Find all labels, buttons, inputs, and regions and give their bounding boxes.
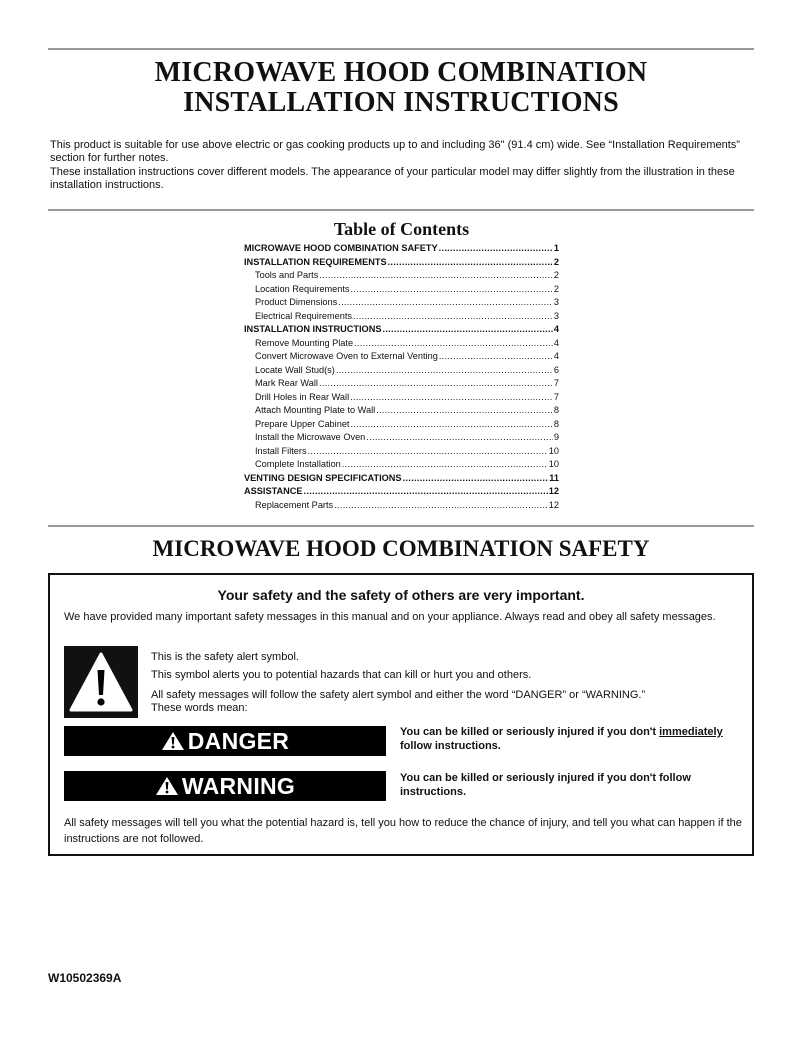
danger-signal-panel [64, 726, 386, 756]
toc-entry-label: ASSISTANCE [244, 486, 303, 496]
toc-entry-page: 4 [553, 351, 559, 361]
toc-entry-label: Replacement Parts [255, 499, 334, 510]
toc-dot-leader [319, 377, 553, 391]
alert-line-3: All safety messages will follow the safety alert symbol and either the word “DANGER” or “WARNING.” [151, 689, 646, 701]
toc-entry [244, 310, 559, 324]
toc-entry-page: 6 [553, 364, 559, 375]
toc-dot-leader [439, 350, 553, 364]
toc-entry [244, 499, 559, 513]
document-number: W10502369A [48, 971, 122, 985]
toc-dot-leader [403, 472, 549, 486]
toc-entry-page: 4 [553, 324, 559, 334]
toc-dot-leader [388, 256, 553, 270]
toc-entry [244, 445, 559, 459]
toc-entry-page: 12 [548, 499, 559, 510]
toc-entry [244, 323, 559, 337]
toc-entry [244, 242, 559, 256]
document-title-line-1: MICROWAVE HOOD COMBINATION [154, 57, 648, 88]
toc-entry-page: 2 [553, 270, 559, 280]
toc-dot-leader [366, 431, 553, 445]
alert-line-4: These words mean: [151, 702, 248, 714]
intro-rule [48, 209, 754, 211]
safety-box-heading: Your safety and the safety of others are very important. [217, 587, 585, 603]
toc-entry [244, 418, 559, 432]
safety-message-box [48, 573, 754, 856]
alert-line-2: This symbol alerts you to potential hazards that can kill or hurt you and others. [151, 669, 532, 681]
toc-dot-leader [319, 269, 553, 283]
toc-entry-page: 3 [553, 310, 559, 321]
toc-entry-page: 7 [553, 378, 559, 388]
toc-entry-page: 1 [553, 243, 559, 253]
safety-section-title: MICROWAVE HOOD COMBINATION SAFETY [152, 536, 650, 561]
toc-dot-leader [336, 364, 553, 378]
toc-entry [244, 377, 559, 391]
toc-dot-leader [439, 242, 553, 256]
toc-entry-label: Convert Microwave Oven to External Venting [255, 351, 438, 361]
document-title-line-2: INSTALLATION INSTRUCTIONS [183, 87, 619, 118]
danger-description-start: You can be killed or seriously injured if you don't [400, 726, 660, 738]
alert-line-1: This is the safety alert symbol. [151, 651, 299, 663]
toc-entry-label: Location Requirements [255, 283, 350, 294]
toc-entry-label: Locate Wall Stud(s) [255, 364, 335, 375]
toc-entry-label: Prepare Upper Cabinet [255, 418, 350, 429]
toc-dot-leader [353, 310, 553, 324]
toc-entry [244, 391, 559, 405]
warning-signal-panel [64, 771, 386, 801]
toc-entry-label: Install Filters [255, 445, 307, 456]
toc-dot-leader [350, 283, 552, 297]
warning-description: You can be killed or seriously injured if you don't follow instructions. [400, 772, 691, 798]
intro-paragraph-1: This product is suitable for use above electric or gas cooking products up to and including 36" (91.4 cm) wide. See “Installation Requirements” section for further notes. [50, 139, 740, 164]
toc-entry [244, 485, 559, 499]
danger-description-emphasis: immediately [659, 726, 723, 738]
toc-dot-leader [354, 337, 553, 351]
toc-entry-page: 10 [548, 459, 559, 469]
toc-entry-label: INSTALLATION INSTRUCTIONS [244, 324, 382, 334]
toc-dot-leader [382, 323, 552, 337]
toc-entry-page: 9 [553, 432, 559, 442]
safety-alert-icon [64, 646, 138, 718]
danger-alert-icon [161, 731, 185, 751]
toc-dot-leader [308, 445, 548, 459]
toc-dot-leader [334, 499, 548, 513]
toc-entry [244, 283, 559, 297]
toc-dot-leader [376, 404, 553, 418]
table-of-contents [244, 242, 559, 512]
toc-entry-page: 10 [548, 445, 559, 456]
toc-entry [244, 296, 559, 310]
toc-entry-label: INSTALLATION REQUIREMENTS [244, 256, 387, 267]
toc-entry-label: Mark Rear Wall [255, 378, 318, 388]
toc-entry [244, 431, 559, 445]
toc-entry-label: Attach Mounting Plate to Wall [255, 405, 376, 415]
toc-entry-page: 8 [553, 405, 559, 415]
toc-dot-leader [304, 485, 548, 499]
toc-entry [244, 458, 559, 472]
toc-entry-label: Remove Mounting Plate [255, 337, 354, 348]
toc-entry-label: Drill Holes in Rear Wall [255, 391, 350, 402]
toc-entry [244, 404, 559, 418]
danger-description [400, 725, 745, 753]
toc-entry [244, 269, 559, 283]
toc-dot-leader [338, 296, 553, 310]
toc-entry-label: Electrical Requirements [255, 310, 353, 321]
toc-entry-page: 7 [553, 391, 559, 402]
toc-entry-label: Install the Microwave Oven [255, 432, 366, 442]
toc-title: Table of Contents [333, 219, 470, 239]
toc-dot-leader [350, 391, 553, 405]
toc-entry [244, 472, 559, 486]
toc-entry-label: Product Dimensions [255, 297, 338, 307]
toc-rule [48, 525, 754, 527]
toc-entry-page: 4 [553, 337, 559, 348]
toc-entry-page: 2 [553, 256, 559, 267]
toc-entry-label: Tools and Parts [255, 270, 319, 280]
toc-entry-label: VENTING DESIGN SPECIFICATIONS [244, 472, 402, 483]
toc-entry [244, 364, 559, 378]
intro-paragraph-2: These installation instructions cover different models. The appearance of your particular model may differ slightly from the illustration in these installation instructions. [50, 166, 735, 191]
warning-alert-icon [155, 776, 179, 796]
warning-signal-word: WARNING [181, 772, 296, 799]
top-rule [48, 48, 754, 50]
toc-entry-page: 11 [549, 472, 559, 483]
toc-entry [244, 256, 559, 270]
toc-entry-label: Complete Installation [255, 459, 341, 469]
toc-entry-page: 8 [553, 418, 559, 429]
toc-entry-page: 12 [548, 486, 559, 496]
toc-dot-leader [350, 418, 552, 432]
toc-entry-page: 3 [553, 297, 559, 307]
toc-entry [244, 337, 559, 351]
safety-box-intro: We have provided many important safety messages in this manual and on your appliance. Always read and obey all safety messages. [64, 611, 716, 623]
danger-signal-word: DANGER [187, 727, 290, 754]
document-title [48, 58, 754, 118]
safety-box-footer: All safety messages will tell you what the potential hazard is, tell you how to reduce the chance of injury, and tell you what can happen if the instructions are not followed. [64, 817, 742, 845]
danger-description-end: follow instructions. [400, 740, 501, 752]
toc-entry-label: MICROWAVE HOOD COMBINATION SAFETY [244, 243, 438, 253]
toc-entry [244, 350, 559, 364]
toc-dot-leader [342, 458, 548, 472]
toc-entry-page: 2 [553, 283, 559, 294]
